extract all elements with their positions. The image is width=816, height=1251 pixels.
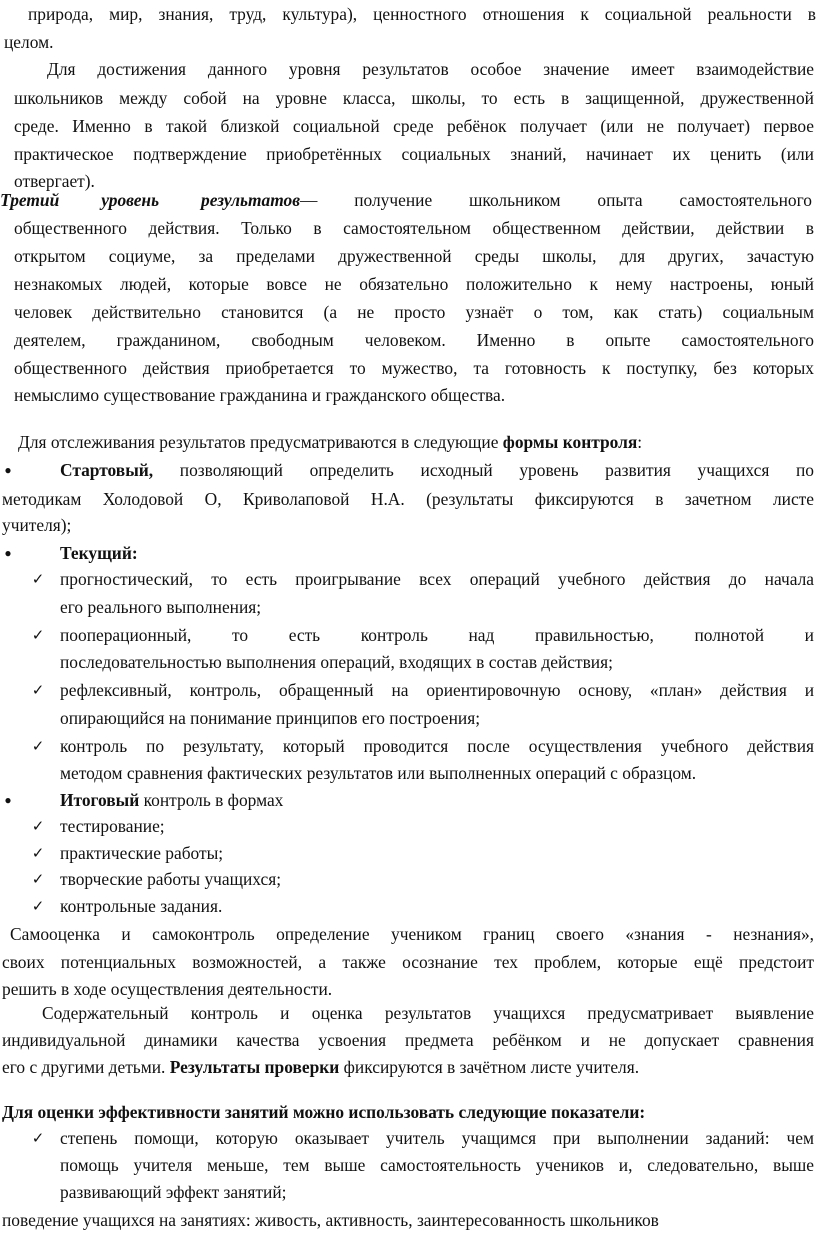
paragraph-line: поведение учащихся на занятиях: живость, активность, заинтересованность школьников	[2, 1210, 659, 1230]
filled-circle-bullet-icon: ●	[4, 793, 12, 807]
checkmark-bullet-icon: ✓	[31, 1129, 45, 1147]
list-item: контрольные задания.	[60, 896, 223, 916]
paragraph-line	[0, 188, 816, 212]
list-item: творческие работы учащихся;	[60, 869, 282, 889]
paragraph-line: практическое подтверждение приобретённых социальных знаний, начинает их ценить (или	[14, 144, 814, 164]
paragraph-line: немыслимо существование гражданина и гражданского общества.	[14, 385, 506, 405]
checkmark-bullet-icon: ✓	[31, 626, 45, 644]
list-item: последовательностью выполнения операций, входящих в состав действия;	[60, 652, 613, 672]
paragraph-line: открытом социуме, за пределами дружественной среды школы, для других, зачастую	[14, 246, 814, 266]
section-heading: Для оценки эффективности занятий можно использовать следующие показатели:	[2, 1102, 646, 1122]
list-item: степень помощи, которую оказывает учитель учащимся при выполнении заданий: чем	[60, 1128, 814, 1148]
list-item: его реального выполнения;	[60, 597, 262, 617]
paragraph-line: индивидуальной динамики качества усвоения предмета ребёнком и не допускает сравнения	[2, 1030, 814, 1050]
paragraph-line-rest: — получение школьником опыта самостоятельного	[300, 190, 812, 210]
paragraph-line: деятелем, гражданином, свободным человеком. Именно в опыте самостоятельного	[14, 330, 814, 350]
filled-circle-bullet-icon: ●	[4, 463, 12, 477]
forms-intro-bold: формы контроля	[502, 432, 638, 452]
results-check-bold: Результаты проверки	[169, 1057, 340, 1077]
checkmark-bullet-icon: ✓	[31, 570, 45, 588]
paragraph-line: человек действительно становится (а не просто узнаёт о том, как стать) социальным	[14, 302, 814, 322]
checkmark-bullet-icon: ✓	[31, 870, 45, 888]
list-item: прогностический, то есть проигрывание всех операций учебного действия до начала	[60, 569, 814, 589]
list-item: опирающийся на понимание принципов его построения;	[60, 708, 481, 728]
list-item: методом сравнения фактических результатов или выполненных операций с образцом.	[60, 763, 697, 783]
current-control-heading: Текущий:	[60, 543, 138, 563]
list-item: развивающий эффект занятий;	[60, 1182, 287, 1202]
paragraph-line: Содержательный контроль и оценка результатов учащихся предусматривает выявление	[42, 1003, 814, 1023]
list-item: пооперационный, то есть контроль над правильностью, полнотой и	[60, 625, 814, 645]
filled-circle-bullet-icon: ●	[4, 546, 12, 560]
paragraph-line: решить в ходе осуществления деятельности.	[2, 979, 333, 999]
final-control-line: Итоговый контроль в формах	[60, 790, 284, 810]
checkmark-bullet-icon: ✓	[31, 817, 45, 835]
paragraph-line: природа, мир, знания, труд, культура), ценностного отношения к социальной реальности в	[28, 4, 816, 24]
paragraph-line: методикам Холодовой О, Криволаповой Н.А. (результаты фиксируются в зачетном листе	[2, 489, 814, 509]
paragraph-line: общественного действия. Только в самостоятельном общественном действии, действии в	[14, 218, 814, 238]
list-item: контроль по результату, который проводится после осуществления учебного действия	[60, 736, 814, 756]
list-item: рефлексивный, контроль, обращенный на ориентировочную основу, «план» действия и	[60, 680, 814, 700]
list-item: тестирование;	[60, 816, 165, 836]
level-three-heading: Третий уровень результатов	[0, 190, 300, 210]
checkmark-bullet-icon: ✓	[31, 897, 45, 915]
paragraph-line: незнакомых людей, которые вовсе не обязательно положительно к нему настроены, юный	[14, 274, 814, 294]
checkmark-bullet-icon: ✓	[31, 681, 45, 699]
paragraph-line: отвергает).	[14, 171, 95, 191]
checkmark-bullet-icon: ✓	[31, 737, 45, 755]
start-control-line: Стартовый, позволяющий определить исходный уровень развития учащихся по	[60, 460, 814, 480]
paragraph-line: учителя);	[2, 515, 72, 535]
paragraph-line: школьников между собой на уровне класса, школы, то есть в защищенной, дружественной	[14, 88, 814, 108]
paragraph-line: Самооценка и самоконтроль определение учеником границ своего «знания - незнания»,	[10, 924, 814, 944]
list-item: помощь учителя меньше, тем выше самостоятельность учеников и, следовательно, выше	[60, 1155, 814, 1175]
paragraph-line: целом.	[4, 32, 54, 52]
checkmark-bullet-icon: ✓	[31, 844, 45, 862]
paragraph-line: его с другими детьми. Результаты проверки фиксируются в зачётном листе учителя.	[2, 1057, 640, 1077]
forms-intro: Для отслеживания результатов предусматриваются в следующие формы контроля:	[18, 432, 643, 452]
paragraph-line: среде. Именно в такой близкой социальной среде ребёнок получает (или не получает) первое	[14, 116, 814, 136]
list-item: практические работы;	[60, 843, 224, 863]
paragraph-line: общественного действия приобретается то мужество, та готовность к поступку, без которых	[14, 358, 814, 378]
paragraph-line: своих потенциальных возможностей, а также осознание тех проблем, которые ещё предстоит	[2, 952, 814, 972]
paragraph-line: Для достижения данного уровня результатов особое значение имеет взаимодействие	[47, 59, 814, 79]
